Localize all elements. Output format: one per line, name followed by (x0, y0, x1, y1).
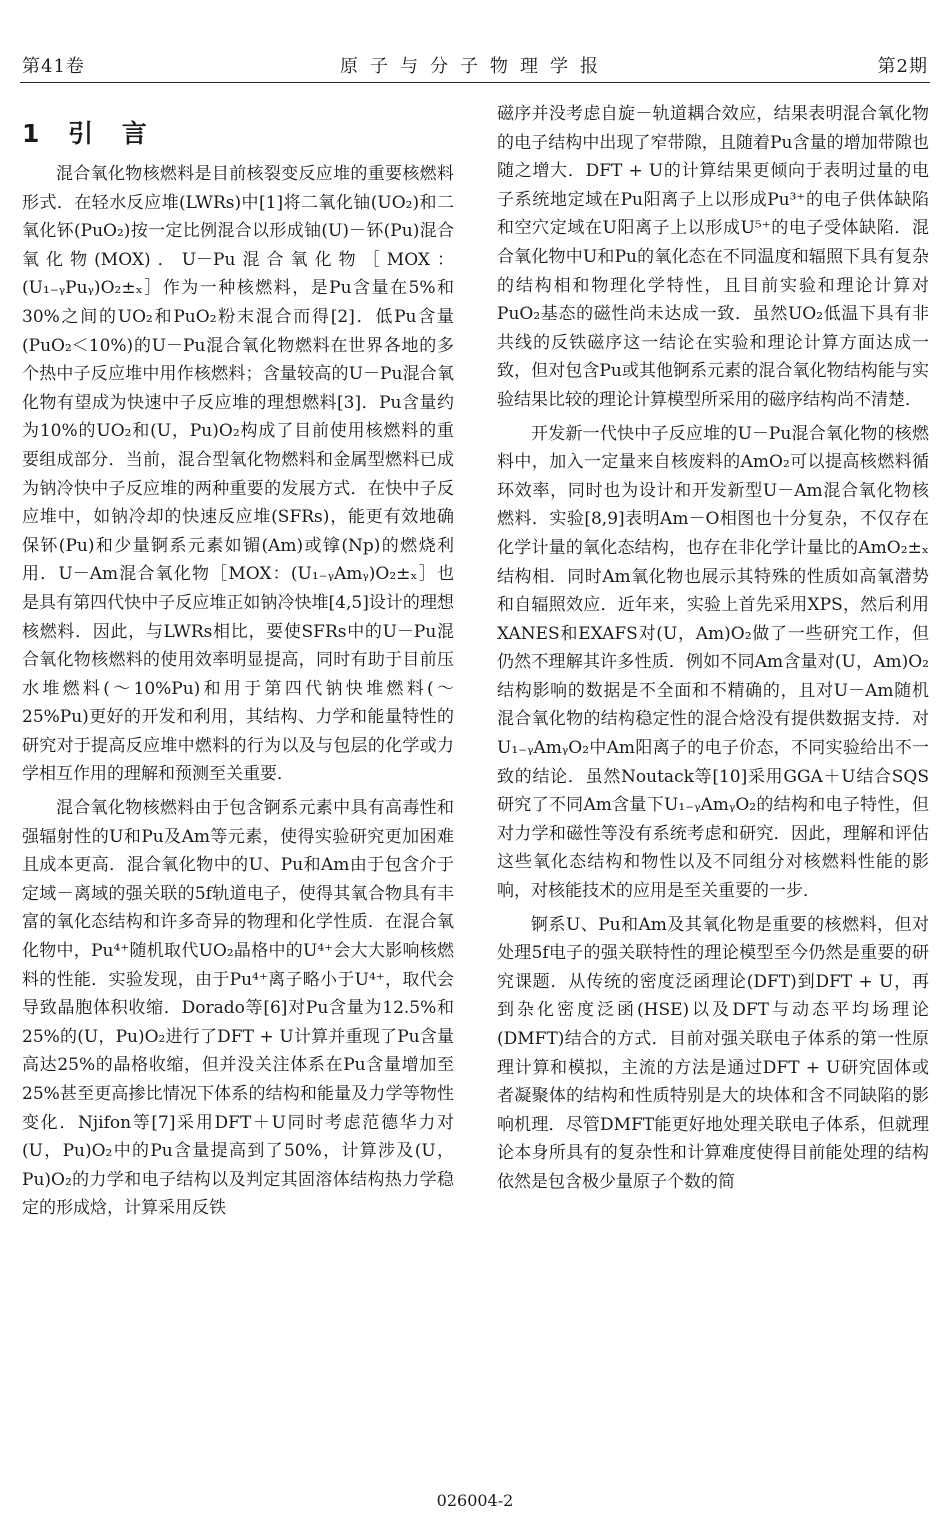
page-number: 026004-2 (436, 1491, 514, 1510)
paragraph: 锕系U、Pu和Am及其氧化物是重要的核燃料，但对处理5f电子的强关联特性的理论模型至今仍然是重要的研究课题．从传统的密度泛函理论(DFT)到DFT + U，再到杂化密度泛函(HSE)以及DFT与动态平均场理论(DMFT)结合的方式．目前对强关联电子体系的第一性原理计算和模拟，主流的方法是通过DFT + U研究固体或者凝聚体的结构和性质特别是大的块体和含不同缺陷的影响机理．尽管DMFT能更好地处理关联电子体系，但就理论本身所具有的复杂性和计算难度使得目前能处理的结构依然是包含极少量原子个数的简 (497, 914, 929, 1192)
paragraph: 混合氧化物核燃料是目前核裂变反应堆的重要核燃料形式．在轻水反应堆(LWRs)中[1]将二氧化铀(UO₂)和二氧化钚(PuO₂)按一定比例混合以形成铀(U)－钚(Pu)混合氧化物(MOX)．U－Pu混合氧化物［MOX：(U₁₋ᵧPuᵧ)O₂±ₓ］作为一种核燃料，是Pu含量在5%和30%之间的UO₂和PuO₂粉末混合而得[2]．低Pu含量(PuO₂＜10%)的U－Pu混合氧化物燃料在世界各地的多个热中子反应堆中用作核燃料；含量较高的U－Pu混合氧化物有望成为快速中子反应堆的理想燃料[3]．Pu含量约为10%的UO₂和(U，Pu)O₂构成了目前使用核燃料的重要组成部分．当前，混合型氧化物燃料和金属型燃料已成为钠冷快中子反应堆的两种重要的发展方式．在快中子反应堆中，如钠冷却的快速反应堆(SFRs)，能更有效地确保钚(Pu)和少量锕系元素如镅(Am)或镎(Np)的燃烧利用．U－Am混合氧化物［MOX：(U₁₋ᵧAmᵧ)O₂±ₓ］也是具有第四代快中子反应堆正如钠冷快堆[4,5]设计的理想核燃料．因此，与LWRs相比，要使SFRs中的U－Pu混合氧化物核燃料的使用效率明显提高，同时有助于目前压水堆燃料(～10%Pu)和用于第四代钠快堆燃料(～25%Pu)更好的开发和利用，其结构、力学和能量特性的研究对于提高反应堆中燃料的行为以及与包层的化学或力学相互作用的理解和预测至关重要． (22, 164, 454, 785)
header-rule (20, 82, 930, 83)
section-heading: 1 引 言 (22, 119, 157, 148)
paragraph: 磁序并没考虑自旋－轨道耦合效应，结果表明混合氧化物的电子结构中出现了窄带隙，且随着Pu含量的增加带隙也随之增大．DFT + U的计算结果更倾向于表明过量的电子系统地定域在Pu阳离子上以形成Pu³⁺的电子供体缺陷和空穴定域在U阳离子上以形成U⁵⁺的电子受体缺陷．混合氧化物中U和Pu的氧化态在不同温度和辐照下具有复杂的结构相和物理化学特性，且目前实验和理论计算对PuO₂基态的磁性尚未达成一致．虽然UO₂低温下具有非共线的反铁磁序这一结论在实验和理论计算方面达成一致，但对包含Pu或其他锕系元素的混合氧化物结构能与实验结果比较的理论计算模型所采用的磁序结构尚不清楚． (497, 104, 929, 410)
volume-label: 第41卷 (22, 56, 85, 77)
left-column (22, 100, 454, 1228)
journal-title: 原子与分子物理学报 (340, 56, 610, 77)
right-column (497, 100, 929, 1202)
paragraph: 开发新一代快中子反应堆的U－Pu混合氧化物的核燃料中，加入一定量来自核废料的AmO₂可以提高核燃料循环效率，同时也为设计和开发新型U－Am混合氧化物核燃料．实验[8,9]表明Am－O相图也十分复杂，不仅存在化学计量的氧化态结构，也存在非化学计量比的AmO₂±ₓ结构相．同时Am氧化物也展示其特殊的性质如高氧潜势和自辐照效应．近年来，实验上首先采用XPS，然后利用XANES和EXAFS对(U，Am)O₂做了一些研究工作，但仍然不理解其许多性质．例如不同Am含量对(U，Am)O₂结构影响的数据是不全面和不精确的，且对U－Am随机混合氧化物的结构稳定性的混合焓没有提供数据支持．对U₁₋ᵧAmᵧO₂中Am阳离子的电子价态，不同实验给出不一致的结论．虽然Noutack等[10]采用GGA＋U结合SQS研究了不同Am含量下U₁₋ᵧAmᵧO₂的结构和电子特性，但对力学和磁性等没有系统考虑和研究．因此，理解和评估这些氧化态结构和物性以及不同组分对核燃料性能的影响，对核能技术的应用是至关重要的一步． (497, 423, 929, 902)
issue-label: 第2期 (877, 56, 928, 77)
paragraph: 混合氧化物核燃料由于包含锕系元素中具有高毒性和强辐射性的U和Pu及Am等元素，使得实验研究更加困难且成本更高．混合氧化物中的U、Pu和Am由于包含介于定域－离域的强关联的5f轨道电子，使得其氧合物具有丰富的氧化态结构和许多奇异的物理和化学性质．在混合氧化物中，Pu⁴⁺随机取代UO₂晶格中的U⁴⁺会大大影响核燃料的性能．实验发现，由于Pu⁴⁺离子略小于U⁴⁺，取代会导致晶胞体积收缩．Dorado等[6]对Pu含量为12.5%和25%的(U，Pu)O₂进行了DFT + U计算并重现了Pu含量高达25%的晶格收缩，但并没关注体系在Pu含量增加至25%甚至更高掺比情况下体系的结构和能量及力学等物性变化．Njifon等[7]采用DFT＋U同时考虑范德华力对(U，Pu)O₂中的Pu含量提高到了50%，计算涉及(U，Pu)O₂的力学和电子结构以及判定其固溶体结构热力学稳定的形成焓，计算采用反铁 (22, 798, 454, 1219)
